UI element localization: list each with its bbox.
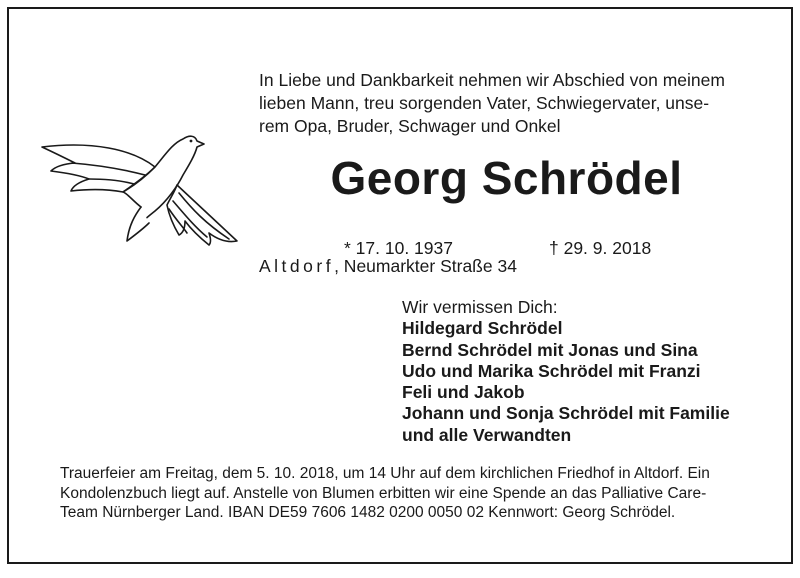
- mourner-name: Bernd Schrödel mit Jonas und Sina: [402, 339, 698, 360]
- address-city: Altdorf: [259, 256, 335, 276]
- intro-line: lieben Mann, treu sorgenden Vater, Schwiegervater, unse-: [259, 93, 710, 113]
- mourner-name: und alle Verwandten: [402, 424, 572, 445]
- service-line: Kondolenzbuch liegt auf. Anstelle von Blumen erbitten wir eine Spende an das Palliative Care-: [60, 484, 707, 502]
- service-line: Team Nürnberger Land. IBAN DE59 7606 1482 0200 0050 02 Kennwort: Georg Schrödel.: [60, 504, 676, 521]
- intro-line: In Liebe und Dankbarkeit nehmen wir Abschied von meinem: [259, 70, 725, 90]
- mourner-name: Hildegard Schrödel: [402, 318, 563, 339]
- mourners-intro: Wir vermissen Dich:: [402, 297, 558, 317]
- mourners-list: [402, 297, 730, 446]
- intro-line: rem Opa, Bruder, Schwager und Onkel: [259, 116, 561, 136]
- address-street: , Neumarkter Straße 34: [334, 256, 517, 276]
- death-date: † 29. 9. 2018: [549, 238, 652, 258]
- mourner-name: Udo und Marika Schrödel mit Franzi: [402, 360, 701, 381]
- service-info: [60, 464, 755, 523]
- mourner-name: Feli und Jakob: [402, 382, 525, 403]
- address: [259, 256, 517, 277]
- deceased-name: Georg Schrödel: [330, 152, 683, 204]
- dove-icon: [37, 129, 242, 247]
- mourner-name: Johann und Sonja Schrödel mit Familie: [402, 403, 730, 424]
- birth-date: * 17. 10. 1937: [344, 238, 453, 258]
- service-line: Trauerfeier am Freitag, dem 5. 10. 2018, um 14 Uhr auf dem kirchlichen Friedhof in Altdorf. Ein: [60, 465, 710, 482]
- intro-text: [259, 69, 754, 138]
- obituary-notice: [7, 7, 793, 564]
